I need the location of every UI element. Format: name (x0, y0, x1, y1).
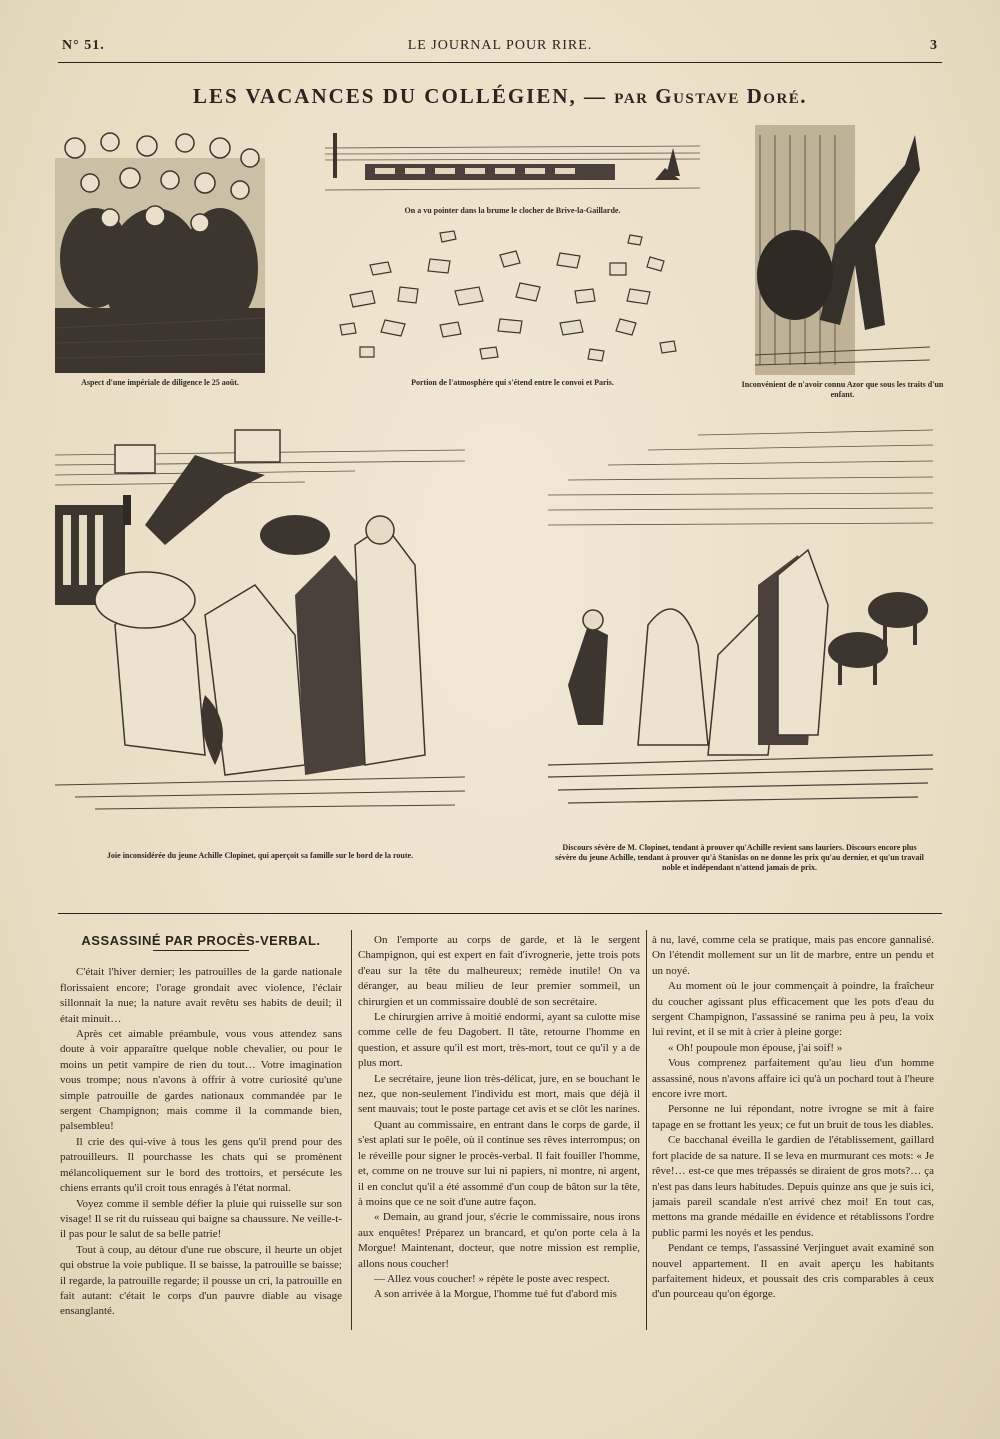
paragraph: Quant au commissaire, en entrant dans le corps de garde, il s'est aplati sur le poêle, où il continue ses rêves interrompus; on le réveille pour signer le procès-verbal. Il fait fouiller l'homme, et, comme on ne trouve sur lui ni papiers, ni montre, ni argent, il en conclut qu'il a été assommé d'un coup de bâton sur la tête, à moins que ce ne soit d'une autre façon. (358, 1118, 640, 1208)
paragraph: Voyez comme il semble défier la pluie qui ruisselle sur son visage! Il se rit du ruisseau qui baigne sa chaussure. Ne veille-t-il pas pour le salut de sa belle patrie! (60, 1197, 342, 1241)
article-column-2 (358, 933, 640, 1343)
illustration-train (325, 128, 700, 200)
caption-joie: Joie inconsidérée du jeune Achille Clopinet, qui aperçoit sa famille sur le bord de la route. (106, 851, 414, 860)
article-title-rule (153, 950, 249, 951)
paragraph: Ce bacchanal éveilla le gardien de l'établissement, gaillard fort placide de sa nature. Il se leva en murmurant ces mots: « Je rêve!… est-ce que mes trépassés se diraient de gros mots?… ça n'est pas dans leurs habitudes. Depuis quinze ans que je suis ici, jamais pareil scandale n'est arrivé chez moi! En tout cas, mettons ma grande médaille en évidence et rétablissons l'ordre public parmi les noyés et les pendus. (652, 1134, 934, 1239)
paragraph: — Allez vous coucher! » répète le poste avec respect. (374, 1272, 610, 1285)
paragraph: Il crie des qui-vive à tous les gens qu'il prend pour des patrouilleurs. Il pourchasse les chats qui se promènent mélancoliquement sur le bord des trottoirs, et persécute les chiens errants qu'il croit tous enragés à l'état normal. (60, 1135, 342, 1195)
section-rule (58, 913, 942, 914)
paragraph: à nu, lavé, comme cela se pratique, mais pas encore gannalisé. On l'étendit mollement sur un lit de marbre, entre un pendu et un noyé. (652, 934, 934, 977)
caption-discours: Discours sévère de M. Clopinet, tendant à prouver qu'Achille revient sans lauriers. Discours encore plus sévère du jeune Achille, tendant à prouver qu'à Stanislas on ne donne les prix qu'au dernier, et qu'un travail noble et indépendant n'attend jamais de prix. (555, 843, 924, 872)
title-byline: par Gustave Doré. (614, 84, 808, 108)
article-column-1 (60, 933, 342, 1343)
illustration-atmosphere (330, 225, 695, 370)
paragraph: Le chirurgien arrive à moitié endormi, ayant sa culotte mise comme celle de feu Dagobert. Il tâte, retourne l'homme en question, et assure qu'il est mort, très-mort, tout ce qu'il y a de plus mort. (358, 1011, 640, 1070)
caption-imperiale: Aspect d'une impériale de diligence le 25 août. (81, 378, 239, 387)
engraving-train (325, 128, 700, 200)
caption-clocher: On a vu pointer dans la brume le clocher de Brive-la-Gaillarde. (404, 206, 621, 215)
paragraph: Au moment où le jour commençait à poindre, la fraîcheur du coucher agissant plus efficacement que les pots d'eau du sergent Champignon, l'assassiné se ranima peu à peu, la voix lui revint, et il se mit à crier à pleine gorge: (652, 980, 934, 1039)
title-text: LES VACANCES DU COLLÉGIEN, — (192, 84, 608, 108)
paragraph: Tout à coup, au détour d'une rue obscure, il heurte un objet qui obstrue la voie publique. Il se baisse, la patrouille se baisse; il regarde, la patrouille regarde; il pousse un cri, la patrouille en fait autant: c'était le corps d'un pauvre diable au visage ensanglanté. (60, 1243, 342, 1318)
column-divider (646, 930, 647, 1330)
illustration-imperiale (55, 128, 265, 373)
main-title (60, 84, 940, 109)
illustration-joie (55, 425, 465, 825)
engraving-crowd (55, 128, 265, 373)
page-number: 3 (930, 38, 938, 53)
caption-azor: Inconvénient de n'avoir connu Azor que sous les traits d'un enfant. (741, 380, 944, 399)
article-column-3 (652, 933, 934, 1343)
journal-title: LE JOURNAL POUR RIRE. (407, 38, 593, 53)
issue-number: N° 51. (62, 38, 105, 53)
engraving-speech (548, 425, 933, 820)
paragraph: Après cet aimable préambule, vous vous attendez sans doute à voir apparaître quelque noble chevalier, ou pour le moins un petit vampire de rien du tout… Votre imagination vous trompe; nous n'avons à offrir à votre curiosité qu'une simple patrouille de gardes nationaux commandée par le sergent Champignon; mais comme il la commande bien, palsembleu! (60, 1028, 342, 1133)
paragraph: C'était l'hiver dernier; les patrouilles de la garde nationale florissaient encore; l'orage grondait avec violence, l'éclair sillonnait la nue; la nature avait revêtu ses habits de deuil; il était minuit… (60, 966, 342, 1025)
paragraph: « Demain, au grand jour, s'écrie le commissaire, nous irons aux enquêtes! Préparez un brancard, et qu'on porte cela à la Morgue! Maintenant, docteur, que notre mission est remplie, allons nous coucher! (358, 1211, 640, 1270)
article-title: ASSASSINÉ PAR PROCÈS-VERBAL. (81, 933, 321, 948)
paragraph: « Oh! poupoule mon épouse, j'ai soif! » (668, 1041, 843, 1054)
paragraph: Vous comprenez parfaitement qu'au lieu d'un homme assassiné, nous n'avons affaire ici qu'à un pochard tout à l'heure encore ivre mort. (652, 1057, 934, 1101)
illustration-discours (548, 425, 933, 820)
page-header (62, 38, 938, 60)
paragraph: A son arrivée à la Morgue, l'homme tué fut d'abord mis (374, 1288, 617, 1301)
engraving-papers (330, 225, 695, 370)
paragraph: Personne ne lui répondant, notre ivrogne se mit à faire tapage en se frottant les yeux; ce fut un bruit de tous les diables. (652, 1103, 934, 1131)
paragraph: Le secrétaire, jeune lion très-délicat, jure, en se bouchant le nez, que non-seulement l'individu est mort, mais que déjà il sent mauvais; tout le poste partage cet avis et se clôt les narines. (358, 1072, 640, 1116)
paragraph: Pendant ce temps, l'assassiné Verjinguet avait examiné son nouvel appartement. Il en avait aperçu les habitants parfaitement hideux, et poussait des cris comparables à ceux d'un pourceau qu'on égorge. (652, 1242, 934, 1301)
header-rule (58, 62, 942, 63)
paragraph: On l'emporte au corps de garde, et là le sergent Champignon, qui est expert en fait d'ivrognerie, jette trois pots d'eau sur la tête du malheureux; remède inutile! On va déranger, au beau milieu de leur premier sommeil, un chirurgien et un commissaire doublé de son secrétaire. (358, 934, 640, 1008)
column-divider (351, 930, 352, 1330)
engraving-family (55, 425, 465, 825)
caption-atmosphere: Portion de l'atmosphère qui s'étend entre le convoi et Paris. (411, 378, 614, 387)
engraving-dog (755, 125, 930, 375)
illustration-azor (755, 125, 930, 375)
